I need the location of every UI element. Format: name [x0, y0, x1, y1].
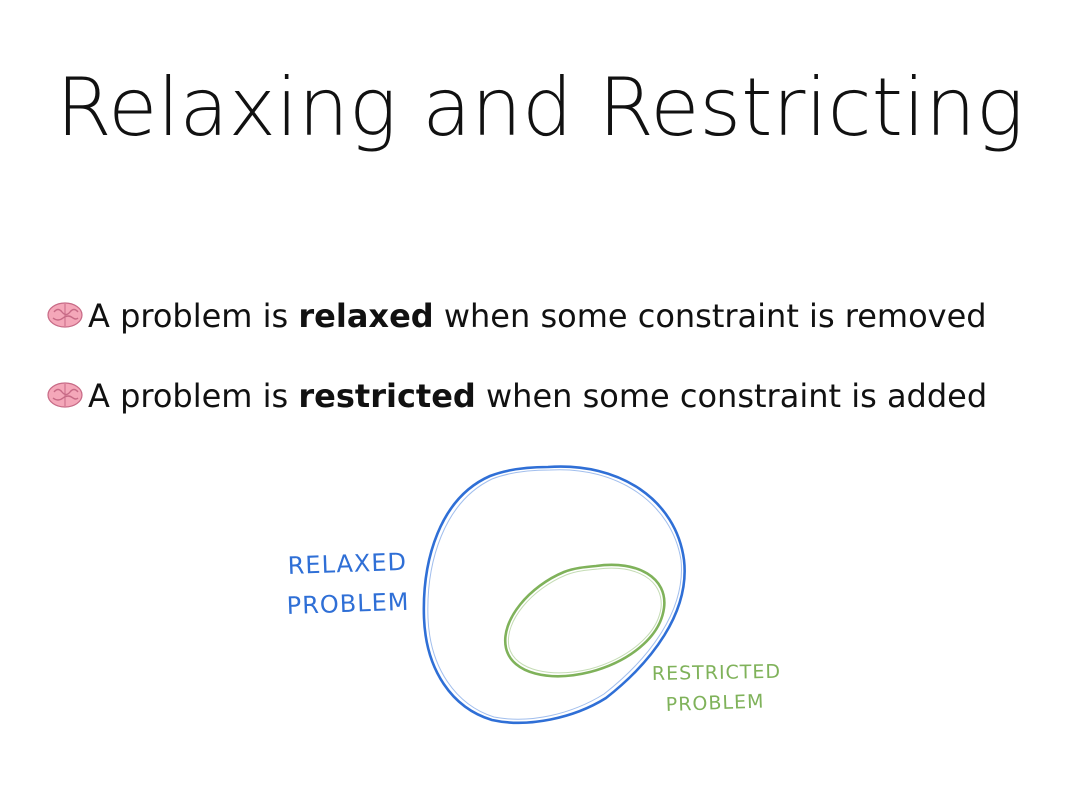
restricted-label-line2: PROBLEM: [665, 690, 765, 716]
bullet-restricted-prefix: A problem is: [88, 377, 299, 415]
slide-title: Relaxing and Restricting: [56, 61, 1024, 154]
relaxed-label-line1: RELAXED: [287, 547, 408, 580]
relaxed-label-line2: PROBLEM: [286, 587, 410, 620]
restricted-region-outline: [505, 565, 664, 676]
bullet-relaxed-suffix: when some constraint is removed: [433, 297, 987, 335]
relaxed-region-outline: [424, 467, 685, 723]
bullet-restricted-emphasis: restricted: [298, 377, 476, 415]
restricted-label-line1: RESTRICTED: [651, 660, 782, 685]
bullet-relaxed-emphasis: relaxed: [298, 297, 434, 335]
bullet-relaxed-prefix: A problem is: [88, 297, 299, 335]
bullet-restricted-suffix: when some constraint is added: [475, 377, 988, 415]
